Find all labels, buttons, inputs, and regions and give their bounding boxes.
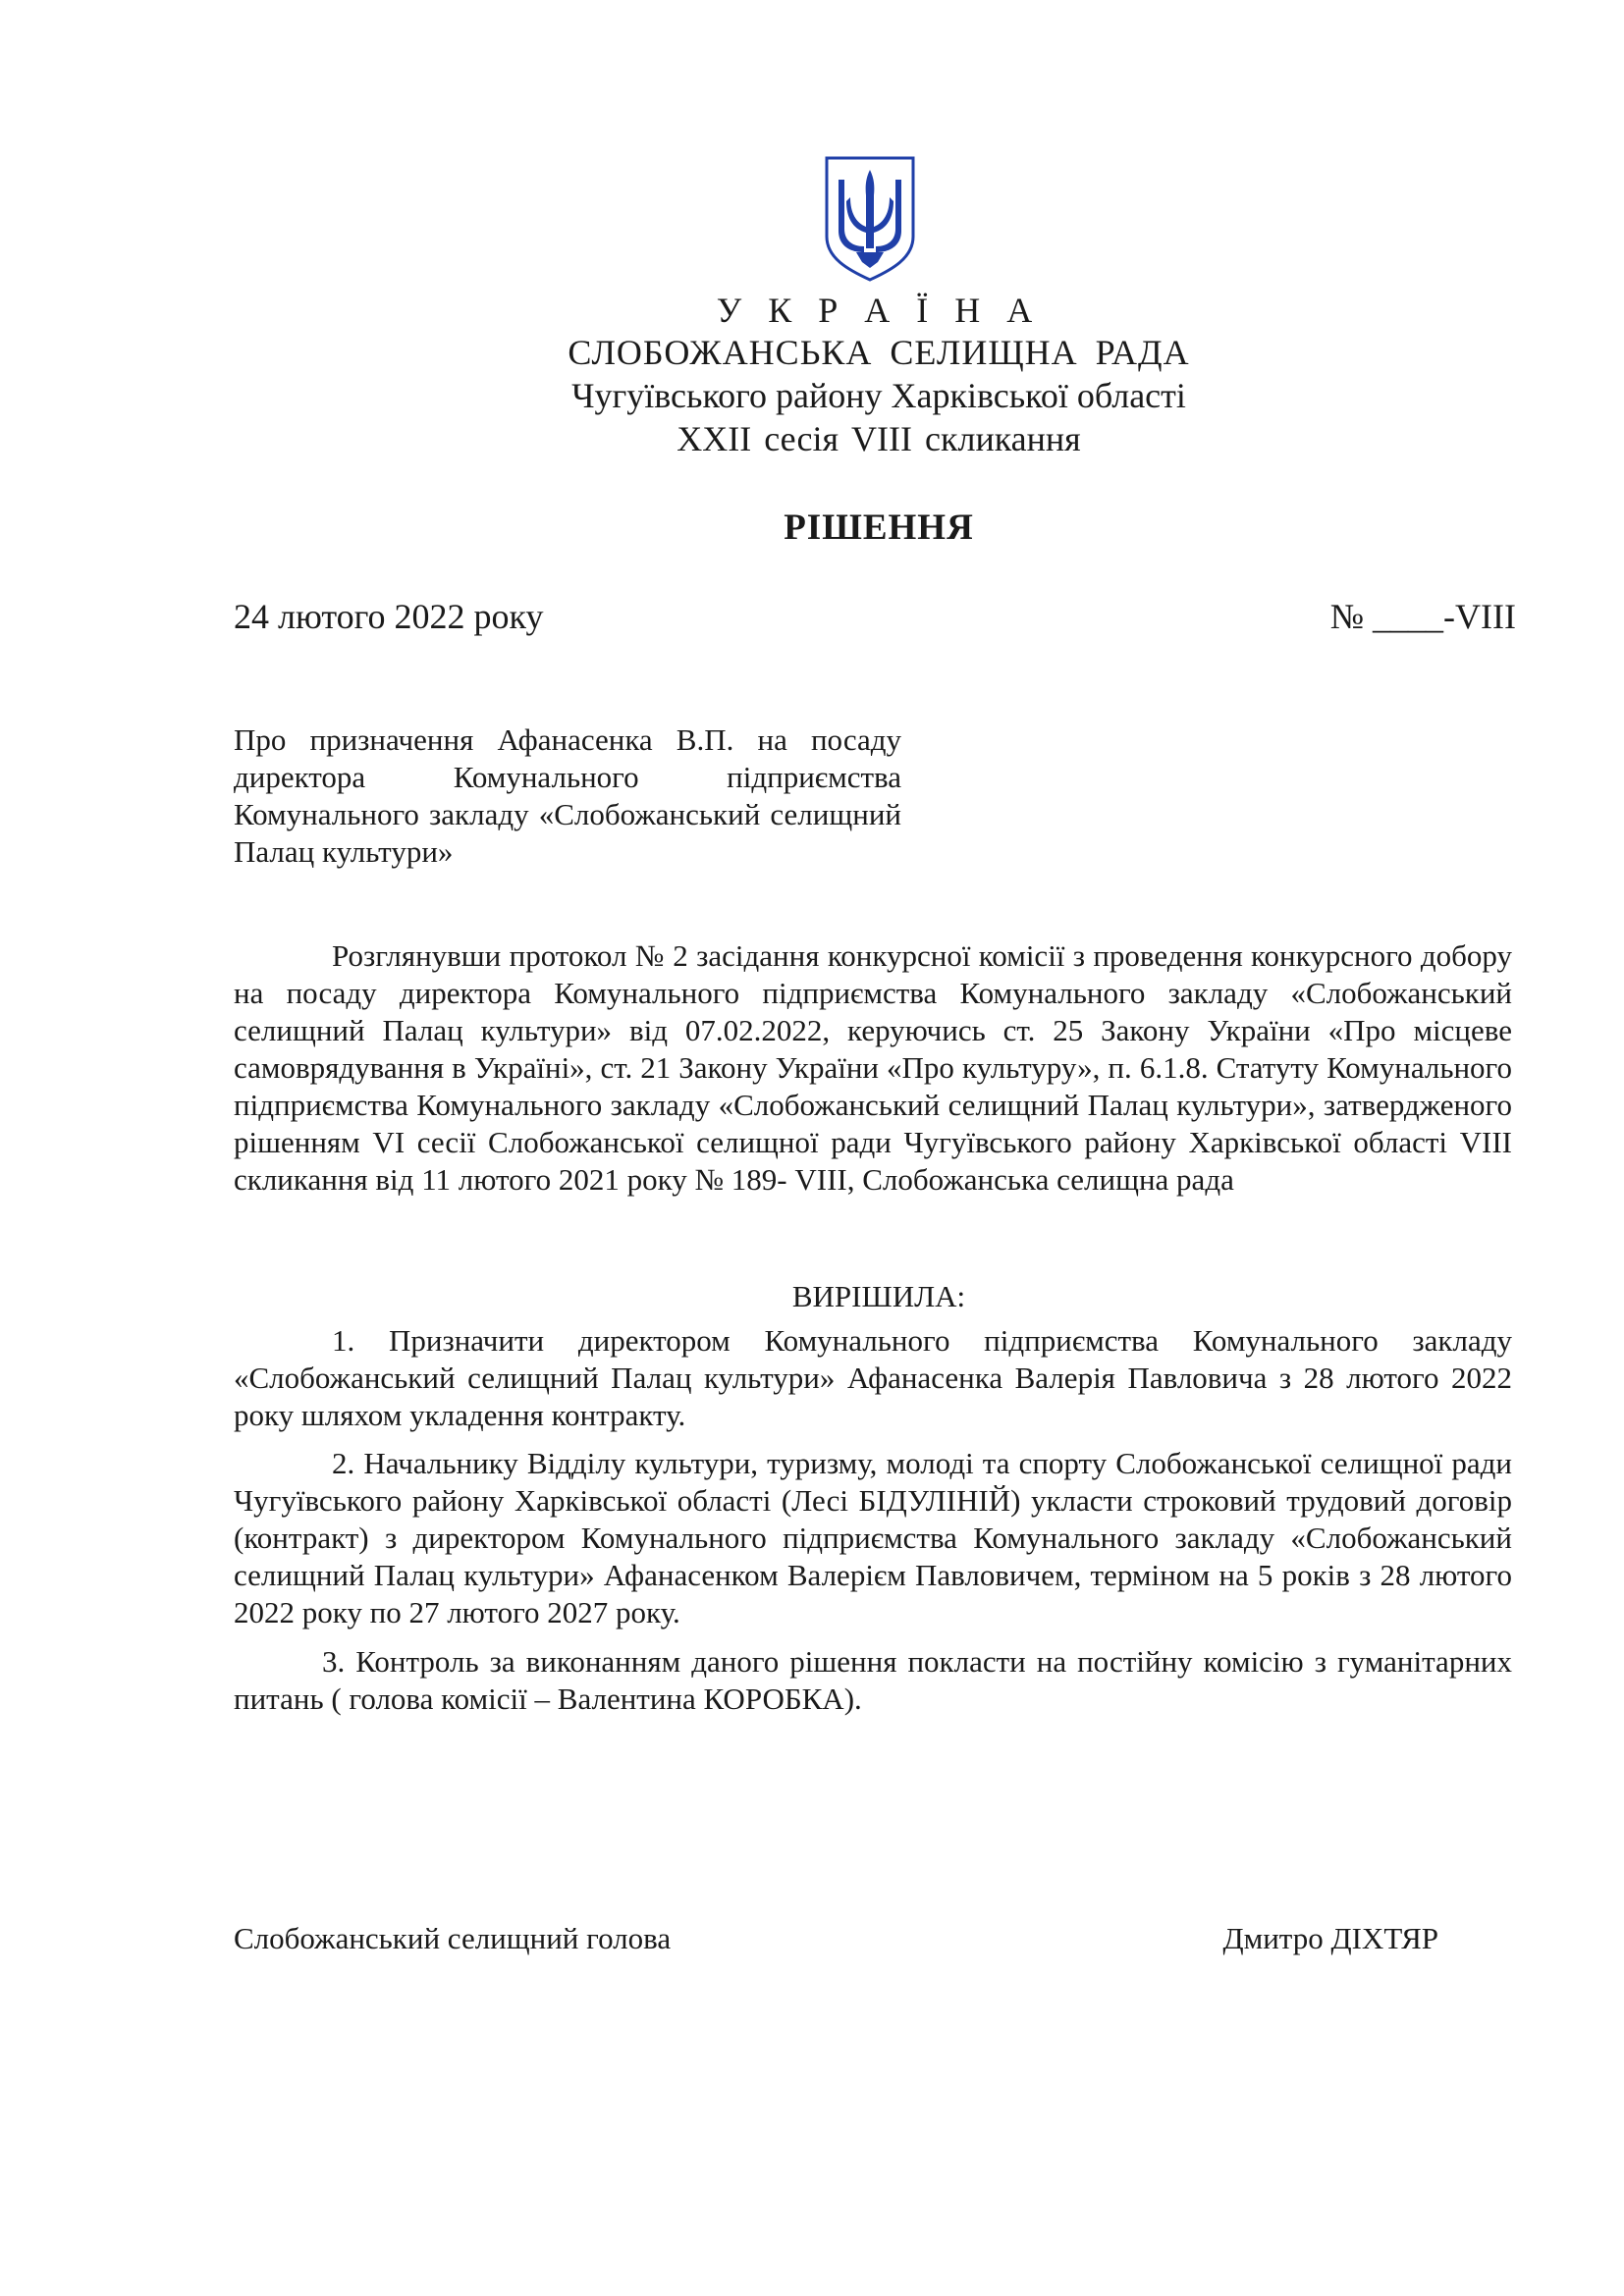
document-title: РІШЕННЯ [784, 507, 974, 548]
decision-item-2: 2. Начальнику Відділу культури, туризму, молоді та спорту Слобожанської селищної ради Чугуївського району Харківської області (Лесі БІДУЛІНІЙ) укласти строковий трудовий договір (контракт) з директором Комунального підприємства Комунального закладу «Слобожанський селищний Палац культури» Афанасенком Валерієм Павловичем, терміном на 5 років з 28 лютого 2022 року по 27 лютого 2027 року. [234, 1446, 1512, 1629]
decision-item-3: 3. Контроль за виконанням даного рішення покласти на постійну комісію з гуманітарних питань ( голова комісії – Валентина КОРОБКА). [234, 1644, 1512, 1716]
signatory-position: Слобожанський селищний голова [234, 1921, 672, 1955]
decision-item-1: 1. Призначити директором Комунального підприємства Комунального закладу «Слобожанський селищний Палац культури» Афанасенка Валерія Павловича з 28 лютого 2022 року шляхом укладення контракту. [234, 1323, 1512, 1432]
preamble-paragraph: Розглянувши протокол № 2 засідання конкурсної комісії з проведення конкурсного добору на посаду директора Комунального підприємства Комунального закладу «Слобожанський селищний Палац культури» від 07.02.2022, керуючись ст. 25 Закону України «Про місцеве самоврядування в Україні», ст. 21 Закону України «Про культуру», п. 6.1.8. Статуту Комунального підприємства Комунального закладу «Слобожанський селищний Палац культури», затвердженого рішенням VI сесії Слобожанської селищної ради Чугуївського району Харківської області VIII скликання від 11 лютого 2021 року № 189- VIII, Слобожанська селищна рада [234, 938, 1512, 1197]
decision-subject: Про призначення Афанасенка В.П. на посаду директора Комунального підприємства Комунального закладу «Слобожанський селищний Палац культури» [234, 722, 901, 869]
coat-of-arms-icon [821, 154, 919, 284]
decision-date: 24 лютого 2022 року [234, 597, 544, 636]
decided-label: ВИРІШИЛА: [791, 1279, 966, 1313]
country-name: У К Р А Ї Н А [716, 291, 1042, 330]
district-name: Чугуївського району Харківської області [571, 376, 1186, 415]
session-info: XXII сесія VIII скликання [677, 419, 1081, 458]
signatory-name: Дмитро ДІХТЯР [1222, 1921, 1438, 1955]
decision-number: № ____-VIII [1329, 597, 1516, 636]
council-name: СЛОБОЖАНСЬКА СЕЛИЩНА РАДА [568, 333, 1190, 372]
